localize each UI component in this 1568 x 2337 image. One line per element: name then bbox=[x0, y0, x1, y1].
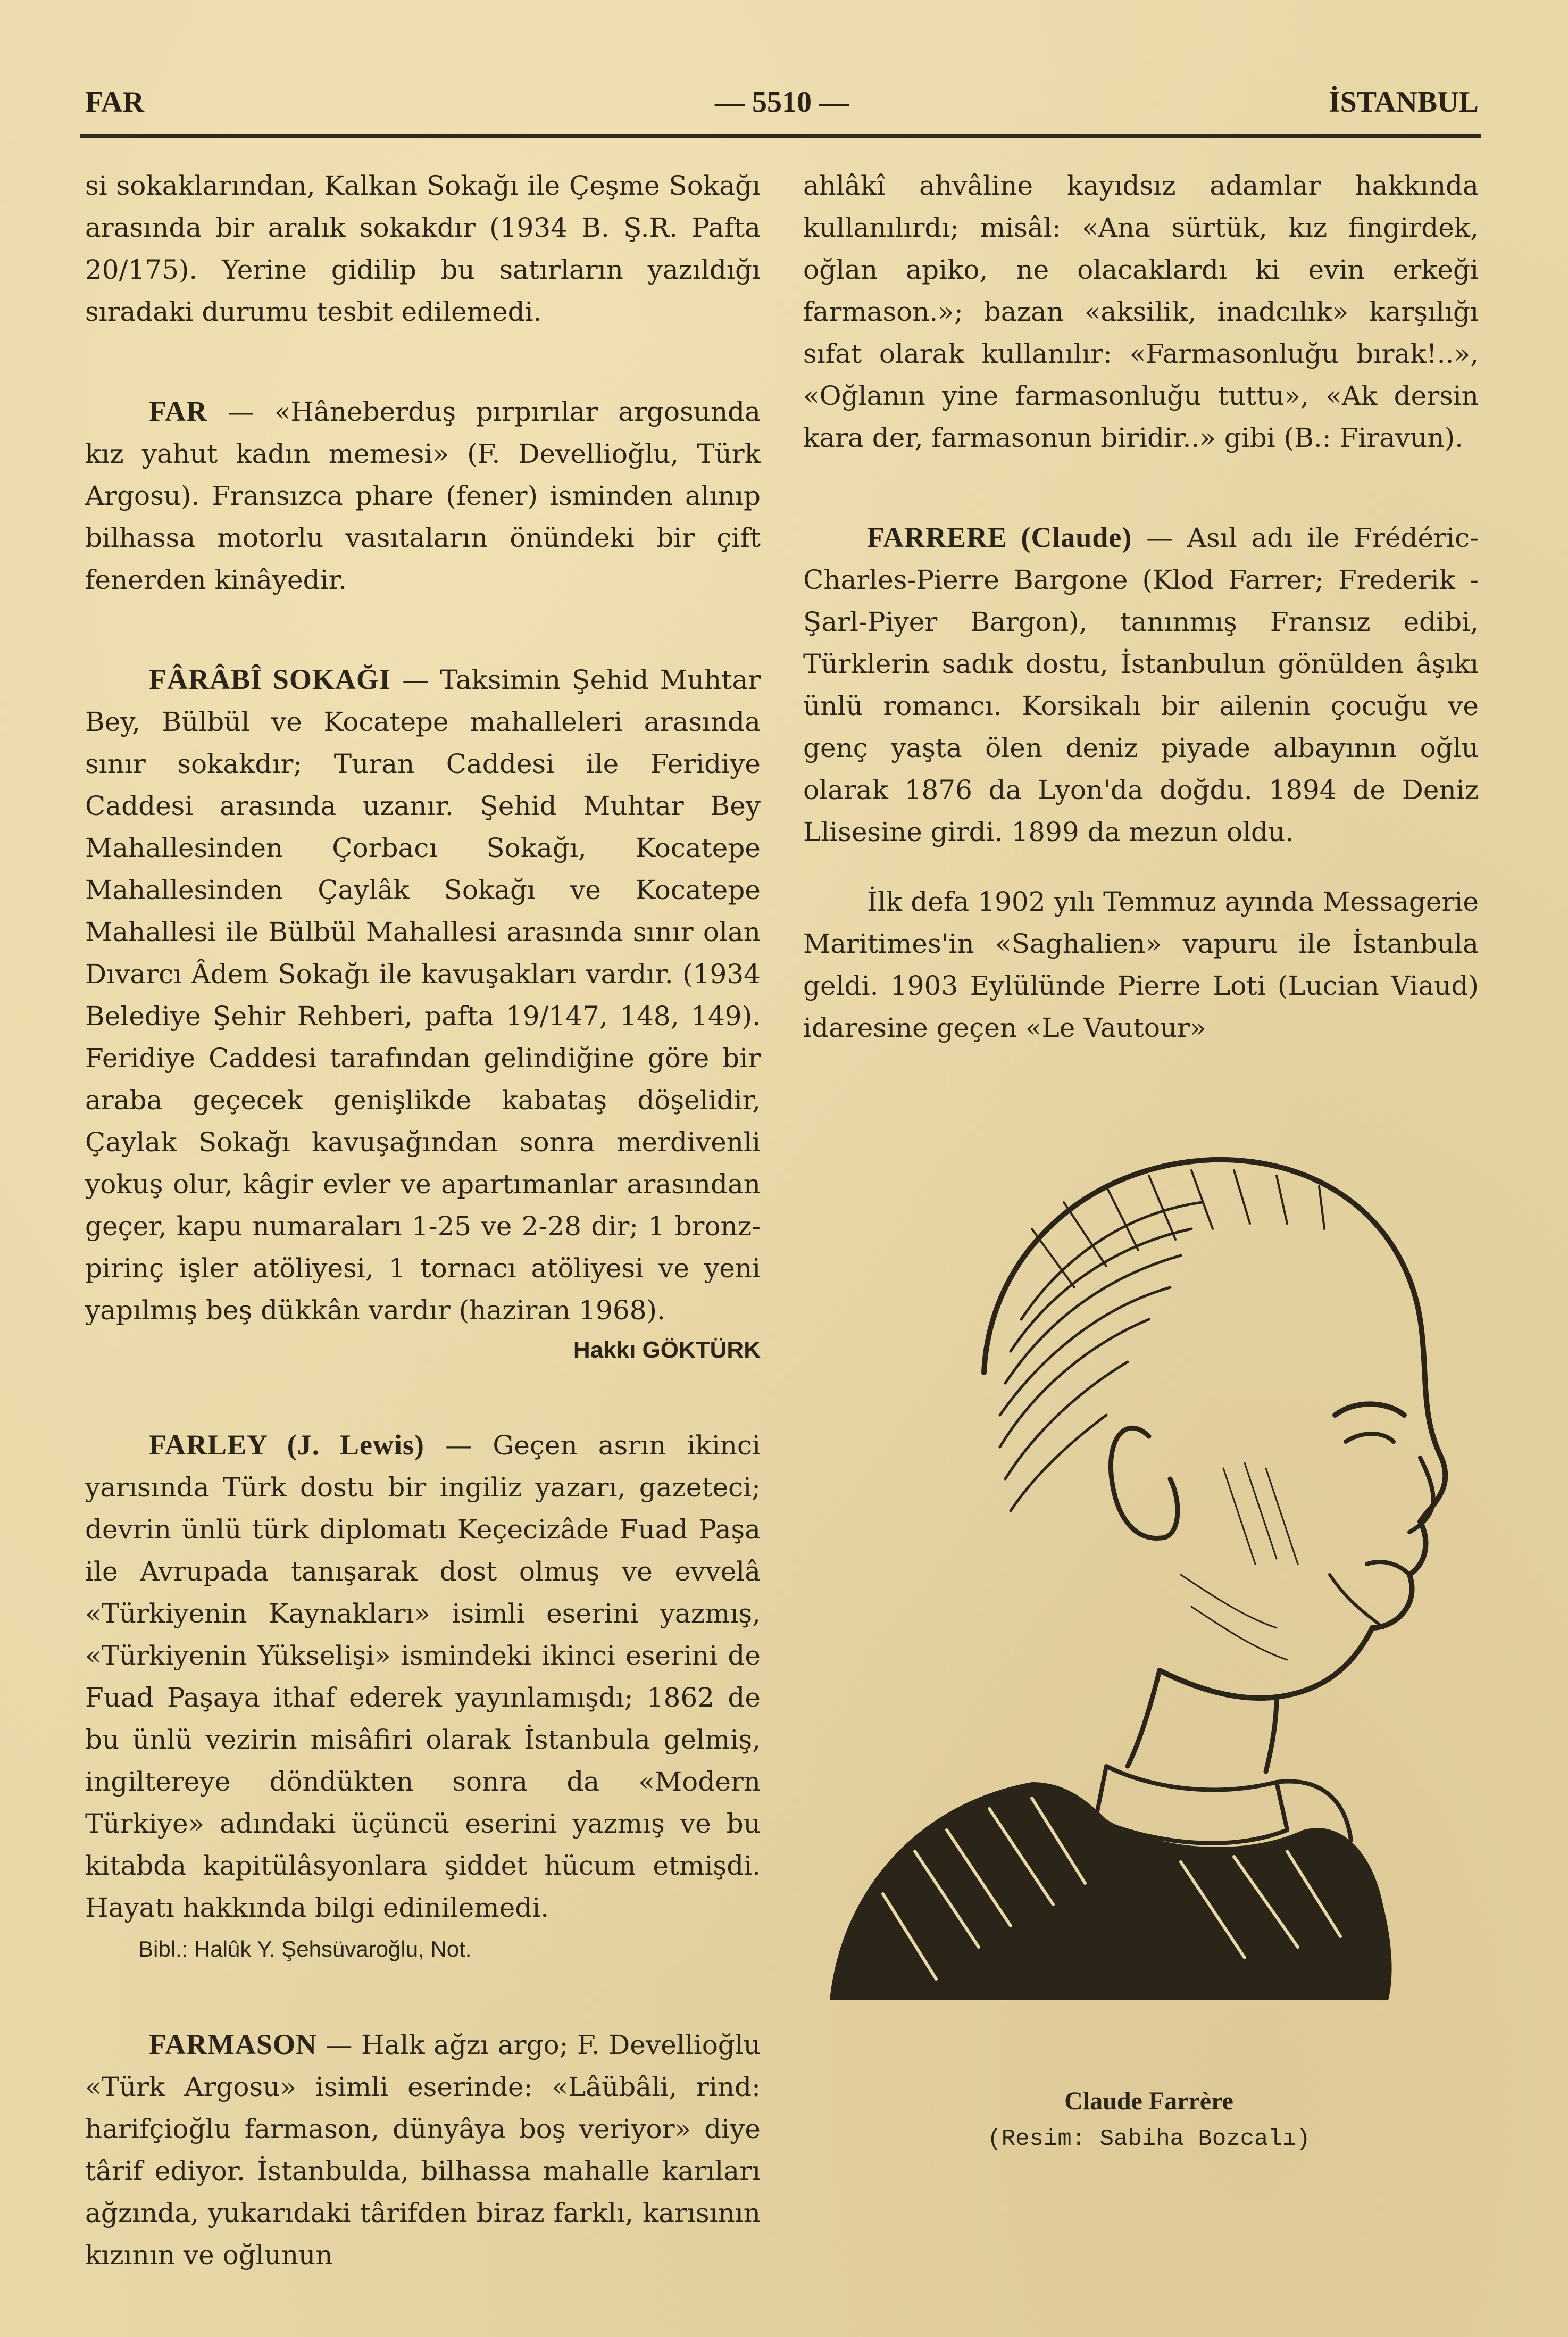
entry-heading: FARRERE (Claude) bbox=[867, 521, 1132, 553]
entry-farley bbox=[85, 1424, 761, 1966]
figure-caption-name: Claude Farrère bbox=[1064, 2087, 1233, 2115]
entry-farmason bbox=[85, 2024, 761, 2276]
entry-heading: FARMASON bbox=[149, 2028, 317, 2060]
entry-body: — Geçen asrın ikinci yarısında Türk dostu bir ingiliz yazarı, gazeteci; devrin ünlü türk diplomatı Keçecizâde Fuad Paşa ile Avrupada tanışarak dost olmuş ve evvelâ «Türkiyenin Kaynakları» isimli eserini yazmış, «Türkiyenin Yükselişi» ismindeki ikinci eserini de Fuad Paşaya ithaf ederek yayınlamışdı; 1862 de bu ünlü vezirin misâfiri olarak İstanbula gelmiş, ingiltereye döndükten sonra da «Modern Türkiye» adındaki üçüncü eserini yazmış ve bu kitabda kapitülâsyonlara şiddet hücum etmişdi. Hayatı hakkında bilgi edinilemedi. bbox=[85, 1430, 761, 1923]
portrait-sketch-icon bbox=[808, 1096, 1489, 2032]
entry-continuation bbox=[85, 165, 761, 333]
entry-farmason-continued bbox=[803, 165, 1479, 459]
entry-body: — Halk ağzı argo; F. Devellioğlu «Türk Argosu» isimli eserinde: «Lâübâli, rind: harifçioğlu farmason, dünyâya boş veriyor» diye târif ediyor. İstanbulda, bilhassa mahalle karıları ağzında, yukarıdaki târifden biraz farklı, karısının kızının ve oğlunun bbox=[85, 2030, 761, 2271]
entry-body: — «Hâneberduş pırpırılar argosunda kız yahut kadın memesi» (F. Devellioğlu, Türk Argosu). Fransızca phare (fener) isminden alınıp bilhassa motorlu vasıtaların önündeki bir çift fenerden kinâyedir. bbox=[85, 396, 761, 595]
entry-body: — Asıl adı ile Frédéric-Charles-Pierre Bargone (Klod Farrer; Frederik - Şarl-Piyer Bargon), tanınmış Fransız edibi, Türklerin sadık dostu, İstanbulun gönülden âşıkı ünlü romancı. Korsikalı bir ailenin çocuğu ve genç yaşta ölen deniz piyade albayının oğlu olarak 1876 da Lyon'da doğdu. 1894 de Deniz Llisesine girdi. 1899 da mezun oldu. bbox=[803, 522, 1479, 847]
entry-farabi-sokagi bbox=[85, 659, 761, 1367]
header-left-keyword: FAR bbox=[85, 86, 144, 119]
entry-body: — Taksimin Şehid Muhtar Bey, Bülbül ve Kocatepe mahalleleri arasında sınır sokakdır; Turan Caddesi ile Feridiye Caddesi arasında uzanır. Şehid Muhtar Bey Mahallesinden Çorbacı Sokağı, Kocatepe Mahallesinden Çaylâk Sokağı ve Kocatepe Mahallesi ile Bülbül Mahallesi arasında sınır olan Dıvarcı Âdem Sokağı ile kavuşakları vardır. (1934 Belediye Şehir Rehberi, pafta 19/147, 148, 149). Feridiye Caddesi tarafından gelindiğine göre bir araba geçecek genişlikde kabataş döşelidir, Çaylak Sokağı kavuşağından sonra merdivenli yokuş olur, kâgir evler ve apartımanlar arasından geçer, kapu numaraları 1-25 ve 2-28 dir; 1 bronz-pirinç işler atöliyesi, 1 tornacı atöliyesi ve yeni yapılmış beş dükkân vardır (haziran 1968). bbox=[85, 664, 761, 1326]
entry-heading: FÂRÂBÎ SOKAĞI bbox=[149, 663, 391, 695]
left-column bbox=[85, 165, 761, 2271]
figure-caption-credit: (Resim: Sabiha Bozcalı) bbox=[987, 2126, 1311, 2152]
page-header bbox=[85, 85, 1479, 128]
entry-farrere bbox=[803, 517, 1479, 1049]
page-number: — 5510 — bbox=[715, 86, 849, 119]
entry-body: si sokaklarından, Kalkan Sokağı ile Çeşme Sokağı arasında bir aralık sokakdır (1934 B. Ş.R. Pafta 20/175). Yerine gidilip bu satırların yazıldığı sıradaki durumu tesbit edilemedi. bbox=[85, 170, 761, 327]
entry-body-continued: İlk defa 1902 yılı Temmuz ayında Messagerie Maritimes'in «Saghalien» vapuru ile İstanbula geldi. 1903 Eylülünde Pierre Loti (Lucian Viaud) idaresine geçen «Le Vautour» bbox=[803, 886, 1479, 1043]
entry-body: ahlâkî ahvâline kayıdsız adamlar hakkında kullanılırdı; misâl: «Ana sürtük, kız fingirdek, oğlan apiko, ne olacaklardı ki evin erkeği farmason.»; bazan «aksilik, inadcılık» karşılığı sıfat olarak kullanılır: «Farmasonluğu bırak!..», «Oğlanın yine farmasonluğu tuttu», «Ak dersin kara der, farmasonun biridir..» gibi (B.: Firavun). bbox=[803, 170, 1479, 453]
header-right-keyword: İSTANBUL bbox=[1328, 86, 1479, 119]
header-rule bbox=[80, 134, 1481, 138]
entry-heading: FAR bbox=[149, 395, 207, 427]
bibliography: Bibl.: Halûk Y. Şehsüvaroğlu, Not. bbox=[138, 1936, 472, 1961]
author-signature: Hakkı GÖKTÜRK bbox=[573, 1337, 761, 1363]
entry-far bbox=[85, 390, 761, 601]
entry-heading: FARLEY (J. Lewis) bbox=[149, 1429, 424, 1461]
